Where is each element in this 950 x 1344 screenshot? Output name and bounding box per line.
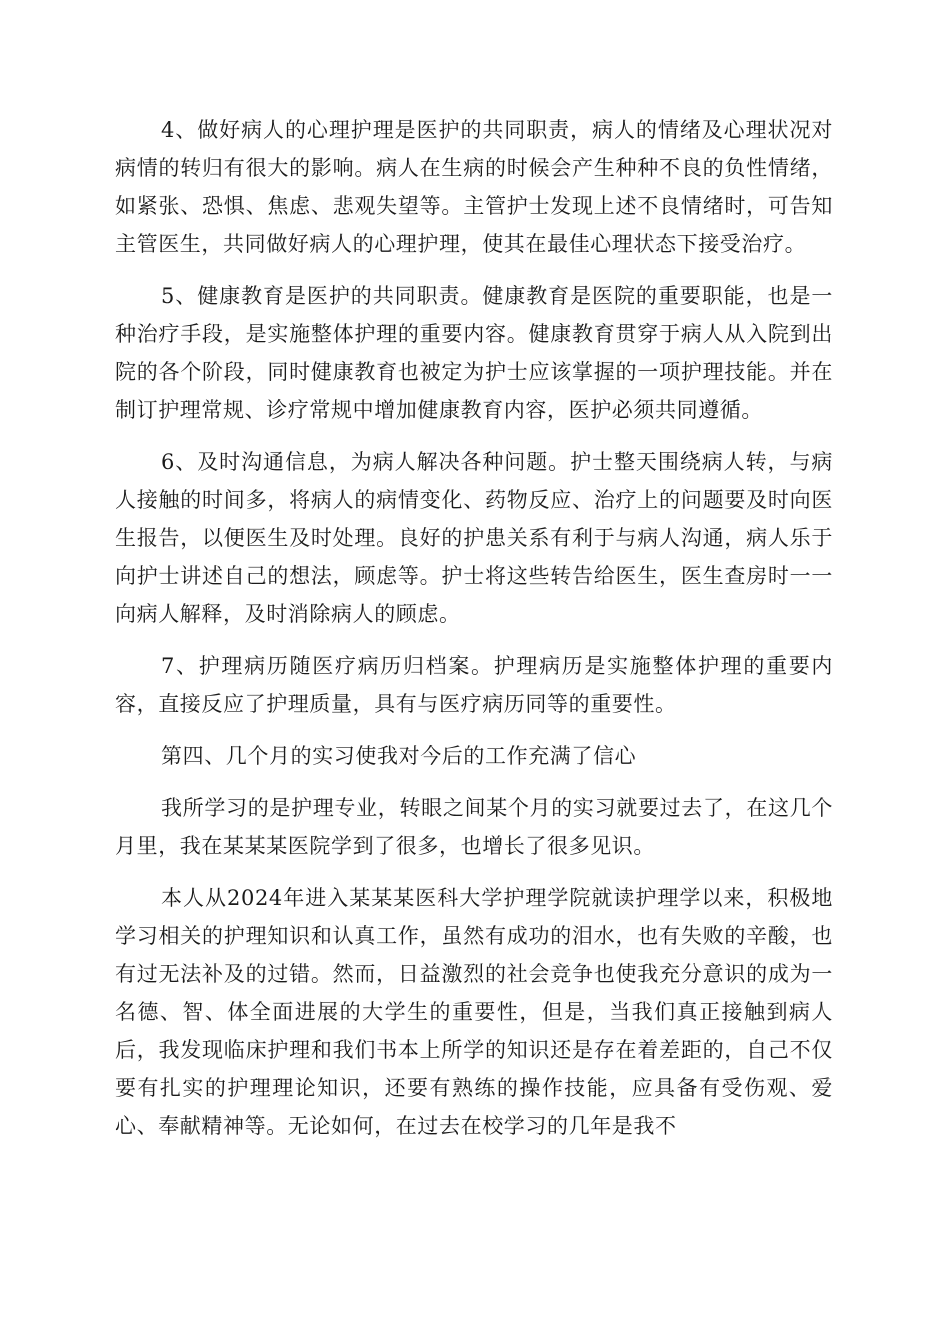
section-heading: 第四、几个月的实习使我对今后的工作充满了信心 [161,744,637,768]
paragraph-item-5: 5、健康教育是医护的共同职责。健康教育是医院的重要职能，也是一种治疗手段，是实施整体护理的重要内容。健康教育贯穿于病人从入院到出院的各个阶段，同时健康教育也被定为护士应该掌握的一项护理技能。并在制订护理常规、诊疗常规中增加健康教育内容，医护必须共同遵循。 [115,284,833,422]
paragraph-item-6: 6、及时沟通信息，为病人解决各种问题。护士整天围绕病人转，与病人接触的时间多，将病人的病情变化、药物反应、治疗上的问题要及时向医生报告，以便医生及时处理。良好的护患关系有利于与病人沟通，病人乐于向护士讲述自己的想法，顾虑等。护士将这些转告给医生，医生查房时一一向病人解释，及时消除病人的顾虑。 [115,450,833,626]
paragraph-personal-experience: 本人从2024年进入某某某医科大学护理学院就读护理学以来，积极地学习相关的护理知识和认真工作，虽然有成功的泪水，也有失败的辛酸，也有过无法补及的过错。然而，日益激烈的社会竞争也使我充分意识的成为一名德、智、体全面进展的大学生的重要性，但是，当我们真正接触到病人后，我发现临床护理和我们书本上所学的知识还是存在着差距的，自己不仅要有扎实的护理理论知识，还要有熟练的操作技能，应具备有受伤观、爱心、奉献精神等。无论如何，在过去在校学习的几年是我不 [115,886,833,1138]
document-body [115,111,833,1159]
paragraph-internship-intro: 我所学习的是护理专业，转眼之间某个月的实习就要过去了，在这几个月里，我在某某某医院学到了很多，也增长了很多见识。 [115,796,833,858]
paragraph-item-7: 7、护理病历随医疗病历归档案。护理病历是实施整体护理的重要内容，直接反应了护理质量，具有与医疗病历同等的重要性。 [115,654,833,716]
paragraph-item-4: 4、做好病人的心理护理是医护的共同职责，病人的情绪及心理状况对病情的转归有很大的影响。病人在生病的时候会产生种种不良的负性情绪，如紧张、恐惧、焦虑、悲观失望等。主管护士发现上述不良情绪时，可告知主管医生，共同做好病人的心理护理，使其在最佳心理状态下接受治疗。 [115,118,833,256]
